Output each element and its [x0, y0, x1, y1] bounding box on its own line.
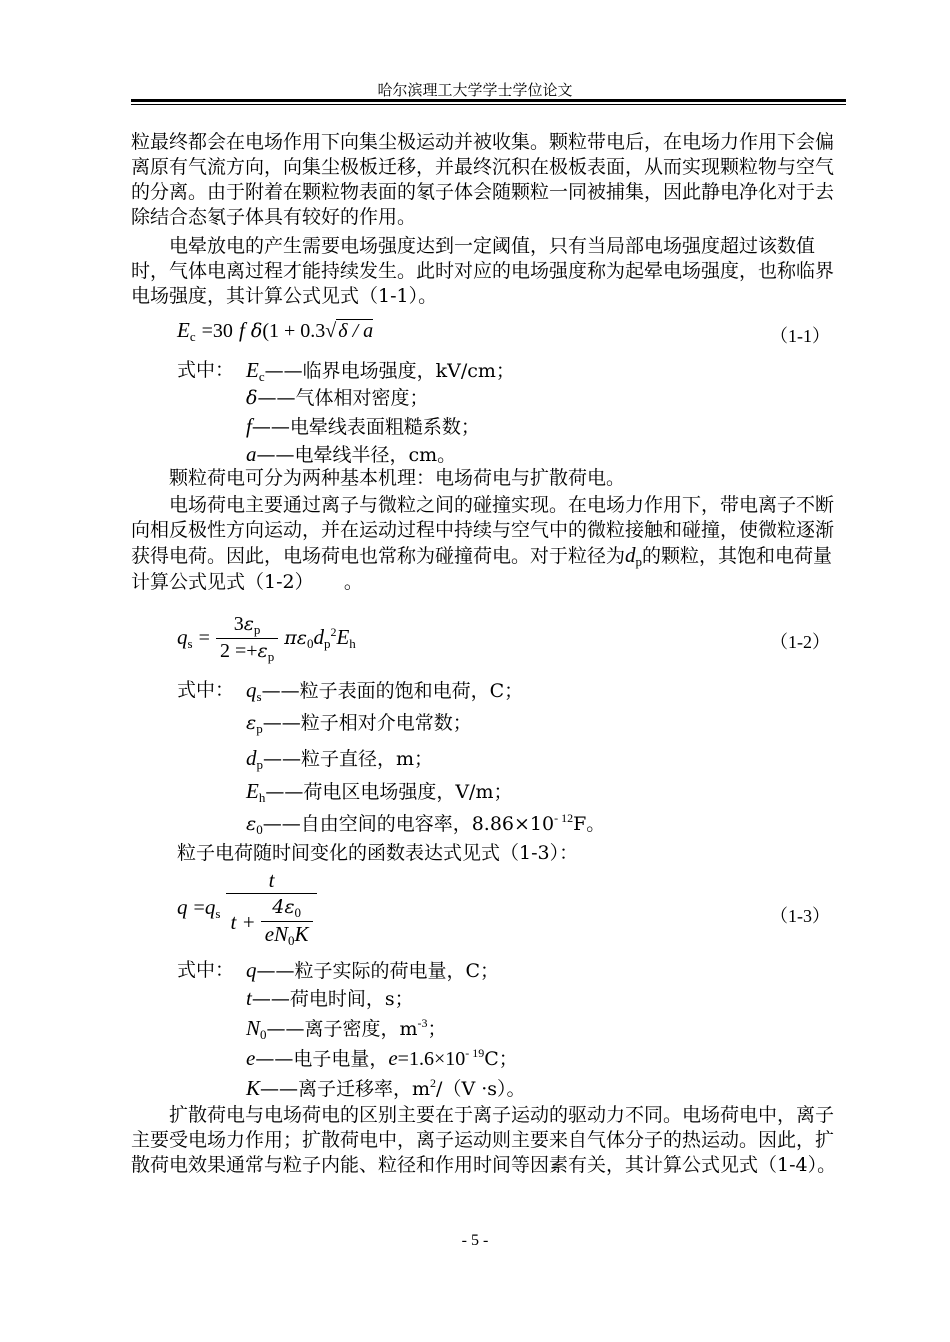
eq3-inner-num-sub: 0 [294, 905, 302, 920]
page-number: - 5 - [461, 1232, 489, 1249]
where2-desc-2: ——粒子相对介电常数； [262, 712, 472, 734]
where1-item-4 [246, 442, 456, 468]
where3-desc-4: ——电子电量， [255, 1048, 389, 1070]
where3-item-4 [246, 1046, 518, 1074]
eq2-fraction [216, 612, 278, 665]
where3-tail-4: C； [484, 1048, 518, 1070]
eq3-qs-sub: s [215, 906, 221, 921]
eq3-inner-fraction [261, 895, 313, 949]
where1-sym-3: f [246, 414, 252, 438]
eq2-eq: = [198, 627, 210, 649]
header-rule-thick [131, 99, 846, 102]
where2-sup-5: - 12 [554, 811, 574, 825]
where1-desc-4: ——电晕线半径，cm。 [256, 444, 457, 466]
where3-item-2 [246, 986, 414, 1012]
equation-number-1-1: （1-1） [770, 326, 830, 346]
where1-desc-2: ——气体相对密度； [257, 387, 429, 409]
eq3-inner-N-sub: 0 [288, 933, 295, 948]
where2-desc-3: ——粒子直径，m； [263, 748, 434, 770]
eq1-f: f [238, 318, 245, 342]
where2-sub-5: 0 [256, 822, 263, 837]
where2-desc-4: ——荷电区电场强度，V/m； [265, 781, 513, 803]
eq1-root: δ / a [338, 320, 374, 342]
where3-desc-3: ——离子密度，m [266, 1018, 418, 1040]
eq2-pi-eps: πε [284, 626, 307, 649]
where1-sub-1: c [258, 369, 265, 384]
equation-number-1-2: （1-2） [770, 632, 830, 652]
where2-sub-2: p [256, 721, 263, 736]
where-intro-3: 式中： [177, 959, 235, 981]
equation-1-1 [177, 318, 373, 345]
where3-val-4: =1.6×10 [397, 1048, 466, 1070]
where3-sup-3: -3 [417, 1016, 428, 1030]
where1-sym-4: a [246, 442, 257, 466]
eq1-eq: =30 [201, 320, 233, 342]
where3-sym-4: e [246, 1046, 256, 1070]
where2-desc-5: ——自由空间的电容率，8.86×10 [262, 813, 555, 835]
where3-tail-3: ； [427, 1018, 447, 1040]
where1-item-3 [246, 414, 480, 440]
page-header: 哈尔滨理工大学学士学位论文 [377, 81, 573, 99]
paragraph-1: 粒最终都会在电场作用下向集尘极运动并被收集。颗粒带电后，在电场力作用下会偏离原有气流方向，向集尘极板迁移，并最终沉积在极板表面，从而实现颗粒物与空气的分离。由于附着在颗粒物表面的氡子体会随颗粒一同被捕集，因此静电净化对于去除结合态氡子体具有较好的作用。 [131, 131, 835, 228]
eq2-E-sub: h [349, 635, 356, 651]
eq3-inner-N: N [274, 922, 289, 946]
eq2-den-p: p [267, 649, 275, 664]
eq1-lhs: E [177, 318, 190, 342]
where2-sub-4: h [258, 790, 266, 805]
where1-desc-1: ——临界电场强度，kV/cm； [264, 360, 515, 382]
where2-sym-3: d [246, 746, 257, 770]
sqrt-symbol: √ [325, 320, 337, 342]
where-intro-1: 式中： [177, 359, 235, 381]
where2-sym-2: ε [246, 712, 257, 734]
eq2-num-p: p [253, 622, 261, 637]
eq2-d: d [313, 624, 324, 649]
eq3-num: t [268, 868, 275, 892]
eq1-delta: δ [250, 320, 263, 342]
where3-tail-5: /（V ·s）。 [436, 1078, 526, 1100]
paragraph-4-text-b: 的颗粒，其饱和电荷量计算公式见式（1-2） [131, 545, 833, 593]
where2-sub-3: p [256, 757, 263, 772]
eq3-inner-e: e [264, 922, 275, 946]
where1-item-2 [246, 386, 428, 411]
where3-desc-1: ——粒子实际的荷电量，C； [256, 960, 500, 982]
eq2-den-eps: ε [257, 640, 268, 662]
where3-desc-5: ——离子迁移率，m [260, 1078, 431, 1100]
where2-item-3 [246, 746, 433, 773]
where2-item-2 [246, 711, 472, 737]
where3-sym2-4: e [388, 1046, 398, 1070]
where3-sym-1: q [246, 958, 257, 982]
eq2-lhs: q [177, 625, 188, 649]
eq3-lhs: q [177, 895, 188, 919]
where2-sym-5: ε [246, 813, 257, 835]
where2-sub-1: s [256, 689, 262, 704]
eq2-lhs-sub: s [187, 636, 193, 651]
eq2-zero: 0 [306, 635, 314, 651]
equation-1-2 [177, 612, 356, 672]
eq2-d-sup: 2 [330, 624, 337, 639]
where-intro-2: 式中： [177, 679, 235, 701]
paragraph-5: 粒子电荷随时间变化的函数表达式见式（1-3）： [177, 842, 579, 864]
where3-desc-2: ——荷电时间，s； [251, 988, 414, 1010]
eq3-den-t: t + [230, 909, 256, 934]
where3-item-5 [246, 1076, 526, 1104]
where2-sym-4: E [246, 779, 259, 803]
where3-item-3 [246, 1016, 447, 1044]
where2-item-5 [246, 812, 605, 839]
paragraph-4 [131, 493, 848, 595]
where3-sym-5: K [246, 1076, 261, 1100]
where3-sym-3: N [246, 1016, 261, 1040]
paragraph-2: 电晕放电的产生需要电场强度达到一定阈值，只有当局部电场强度超过该数值时，气体电离过程才能持续发生。此时对应的电场强度称为起晕电场强度，也称临界电场强度，其计算公式见式（1-1）。 [131, 235, 835, 307]
where3-sym-2: t [246, 986, 252, 1010]
eq2-num: 3 [233, 613, 244, 635]
eq3-inner-num: 4ε [272, 896, 295, 918]
eq2-den: 2 =+ [219, 640, 258, 662]
eq3-fraction [226, 868, 316, 949]
equation-number-1-3: （1-3） [770, 906, 830, 926]
where3-sup-4: - 19 [465, 1046, 485, 1060]
where1-sym-2: δ [246, 387, 258, 409]
where2-sym-1: q [246, 678, 257, 702]
header-rule-thin [131, 104, 846, 105]
where3-sup-5: 2 [430, 1076, 437, 1090]
paragraph-4-text-a: 电场荷电主要通过离子与微粒之间的碰撞实现。在电场力作用下，带电离子不断向相反极性方向运动，并在运动过程中持续与空气中的微粒接触和碰撞，使微粒逐渐获得电荷。因此，电场荷电也常称为碰撞荷电。对于粒径为 [131, 494, 835, 567]
eq3-eq: = [193, 897, 205, 919]
where3-item-1 [246, 958, 499, 984]
where1-item-1 [246, 358, 515, 385]
where1-desc-3: ——电晕线表面粗糙系数； [251, 416, 480, 438]
dp-inline-sub: p [635, 554, 643, 569]
where2-item-1 [246, 678, 523, 705]
eq3-qs: q [204, 895, 216, 919]
paragraph-4-text-c: 。 [343, 571, 363, 593]
where1-sym-1: E [246, 358, 259, 382]
eq1-lhs-sub: c [189, 329, 196, 344]
eq2-E: E [336, 624, 350, 649]
equation-1-3 [177, 868, 317, 949]
paragraph-6: 扩散荷电与电场荷电的区别主要在于离子运动的驱动力不同。电场荷电中，离子主要受电场力作用；扩散荷电中，离子运动则主要来自气体分子的热运动。因此，扩散荷电效果通常与粒子内能、粒径和作用时间等因素有关，其计算公式见式（1-4）。 [131, 1104, 837, 1176]
where2-desc-1: ——粒子表面的饱和电荷，C； [261, 680, 524, 702]
eq2-num-eps: ε [243, 613, 254, 635]
paragraph-3: 颗粒荷电可分为两种基本机理：电场荷电与扩散荷电。 [169, 467, 626, 489]
where2-item-4 [246, 779, 512, 806]
where2-tail-5: F。 [573, 813, 606, 835]
where3-sub-3: 0 [260, 1027, 267, 1042]
eq3-inner-K: K [294, 922, 309, 946]
dp-inline-sym: d [625, 543, 636, 567]
eq2-d-sub: p [323, 635, 331, 651]
eq1-paren: (1 + 0.3 [262, 320, 326, 342]
